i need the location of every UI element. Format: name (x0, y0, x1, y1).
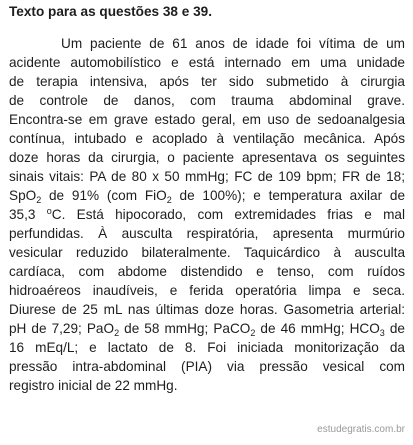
paragraph-line (9, 281, 405, 300)
paragraph-line (9, 319, 405, 338)
paragraph-line (9, 262, 405, 281)
line-text: hidroaéreos inaudíveis, e ferida operatória limpa e seca. (9, 283, 405, 298)
line-text: doze horas da cirurgia, o paciente apresentava os seguintes (9, 150, 405, 165)
paragraph-line (9, 53, 405, 72)
paragraph-line (9, 243, 405, 262)
line-text: de 58 mmHg; PaC (119, 321, 240, 336)
paragraph-line (9, 129, 405, 148)
line-text: de 46 mmHg; HC (255, 321, 370, 336)
line-text: Encontra-se em grave estado geral, em uso de sedoanalgesia (9, 112, 405, 127)
paragraph-line (9, 357, 405, 376)
paragraph-line (9, 300, 405, 319)
paragraph-line (9, 376, 405, 395)
line-text: 35,3 (9, 207, 47, 222)
line-text: 16 mEq/L; e lactato de 8. Foi iniciada monitorização da (9, 340, 405, 355)
subscript-text: 2 (36, 195, 42, 205)
subscript-text: 2 (166, 195, 172, 205)
line-text: Diurese de 25 mL nas últimas doze horas. Gasometria arterial: (9, 302, 405, 317)
line-text: O (369, 321, 380, 336)
line-text: sinais vitais: PA de 80 x 50 mmHg; FC de 109 bpm; FR de 18; (9, 169, 405, 184)
line-text: O (239, 321, 251, 336)
line-text: cardíaca, com abdome distendido e tenso, com ruídos (9, 264, 405, 279)
line-text: de terapia intensiva, após ter sido submetido à cirurgia (9, 74, 405, 89)
line-text: pressão intra-abdominal (PIA) via pressão vesical com (9, 359, 405, 374)
line-text: perfundidas. À ausculta respiratória, apresenta murmúrio (9, 226, 405, 241)
line-text: O (103, 321, 115, 336)
subscript-text: 2 (114, 328, 120, 338)
superscript-text: o (46, 206, 52, 216)
line-text: vesicular reduzido bilateralmente. Taquicárdico à ausculta (9, 245, 405, 260)
case-paragraph (9, 34, 405, 395)
subscript-text: 3 (379, 328, 385, 338)
line-text: de 91% (com Fi (41, 188, 157, 203)
paragraph-line (9, 224, 405, 243)
line-text: de 100%); e temperatura axilar de (171, 188, 406, 203)
section-heading: Texto para as questões 38 e 39. (9, 4, 212, 19)
line-text: pH de 7,29; Pa (9, 321, 104, 336)
line-text: O (156, 188, 167, 203)
line-text: registro inicial de 22 mmHg. (9, 378, 178, 393)
line-text: acidente automobilístico e está internado em uma unidade (9, 55, 405, 70)
line-text: Um paciente de 61 anos de idade foi vítima de um (61, 36, 405, 51)
paragraph-line (9, 148, 405, 167)
line-text: contínua, intubado e acoplado à ventilação mecânica. Após (9, 131, 405, 146)
paragraph-line (9, 186, 405, 205)
paragraph-line (9, 338, 405, 357)
subscript-text: 2 (250, 328, 256, 338)
line-text: Sp (9, 188, 26, 203)
paragraph-line (9, 72, 405, 91)
paragraph-line (9, 34, 405, 53)
line-text: de controle de danos, com trauma abdominal grave. (9, 93, 405, 108)
line-text: de (384, 321, 405, 336)
paragraph-line (9, 167, 405, 186)
paragraph-line (9, 110, 405, 129)
paragraph-line (9, 205, 405, 224)
site-watermark: estudegratis.com.br (317, 424, 405, 435)
paragraph-line (9, 91, 405, 110)
line-text: O (25, 188, 37, 203)
line-text: C. Está hipocorado, com extremidades frias e mal (51, 207, 406, 222)
